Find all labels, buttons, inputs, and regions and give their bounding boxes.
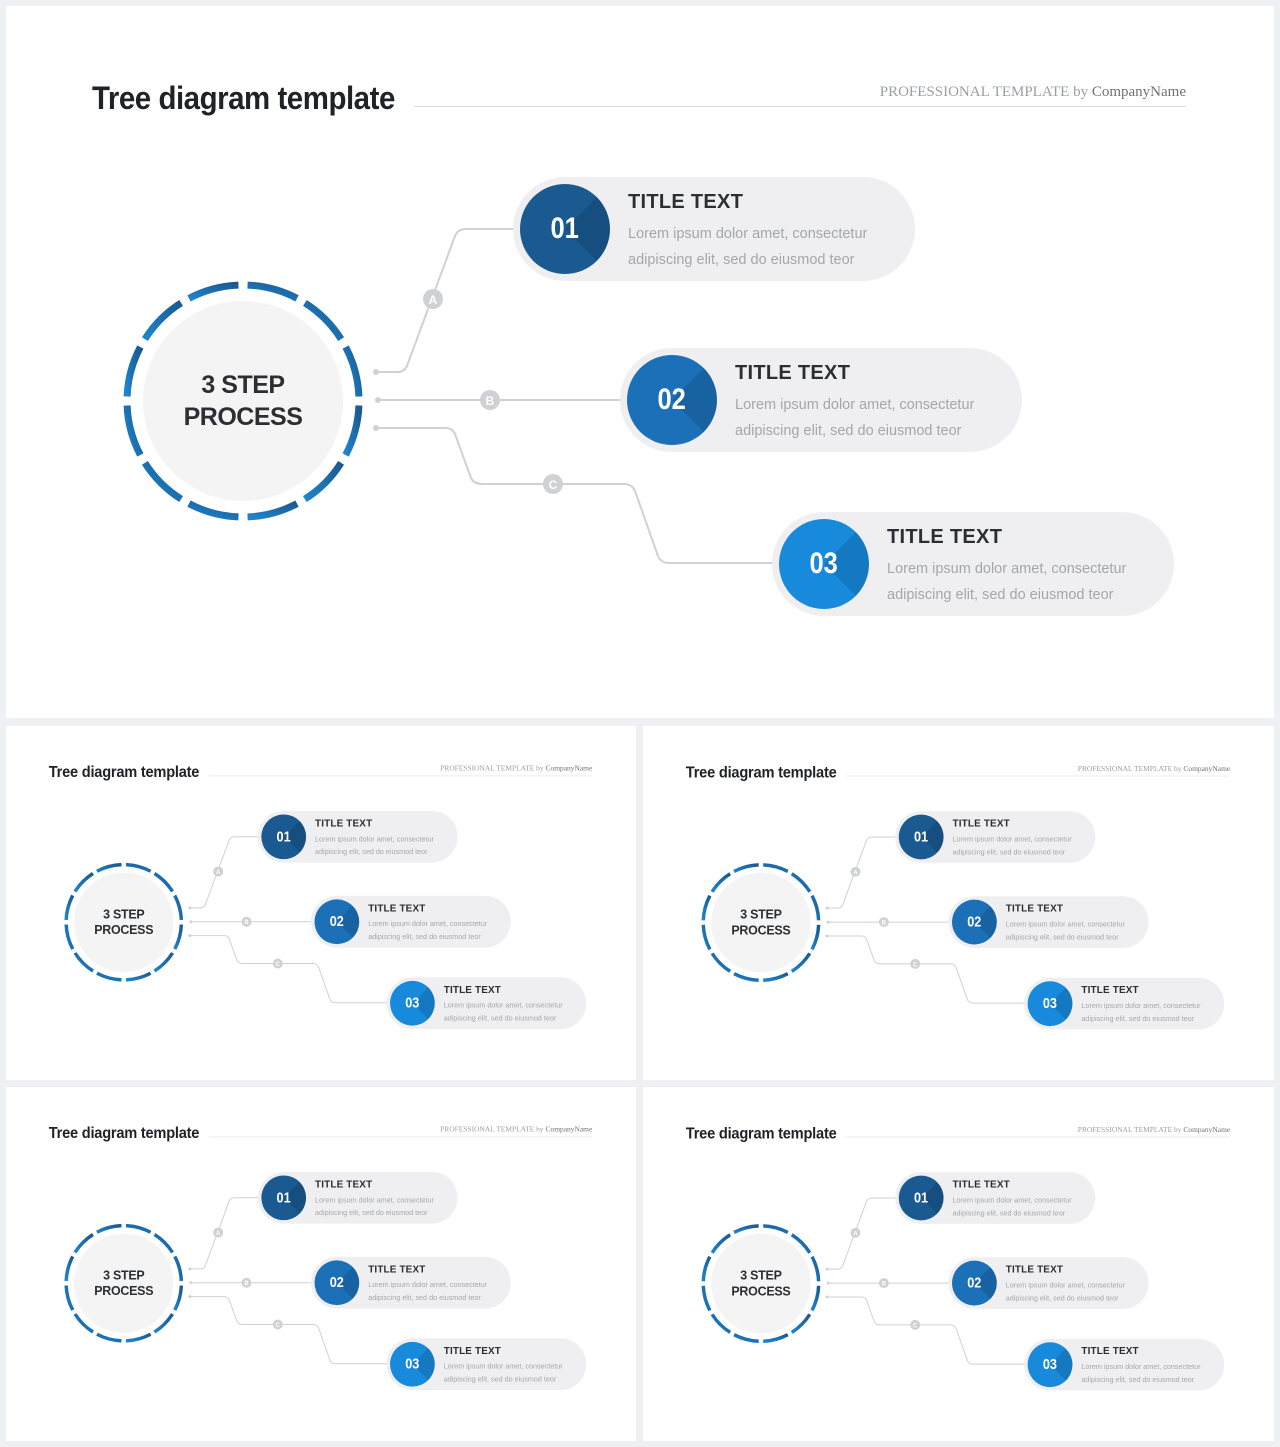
step-title-1: TITLE TEXT [628,191,744,213]
step-desc-1: Lorem ipsum dolor amet, consectetur adipiscing elit, sed do eiusmod teor [628,226,868,268]
step-title-2: TITLE TEXT [368,902,426,914]
step-number-2: 02 [329,1274,344,1291]
step-title-3: TITLE TEXT [887,526,1003,548]
ring-segment [812,1286,819,1311]
ring-segment [127,406,140,455]
hub-line-1: 3 STEP [740,907,782,922]
ring-segment [189,504,238,517]
branch-node-c-label: C [275,961,280,968]
hub-line-2: PROCESS [183,403,303,431]
process-hub [711,1234,811,1334]
step-badge-2 [315,899,360,944]
step-number-1: 01 [914,1189,929,1206]
brand-prefix: PROFESSIONAL TEMPLATE by [440,1125,544,1134]
step-number-2: 02 [657,383,687,416]
branch-node-b [879,1278,889,1288]
slide-thumb-3 [6,1087,636,1441]
step-title-3: TITLE TEXT [443,1345,501,1357]
ring-segment [126,865,151,872]
step-desc-2: Lorem ipsum dolor amet, consectetur adipiscing elit, sed do eiusmod teor [1005,920,1125,942]
connector-a [376,229,518,372]
branch-node-b-label: B [244,1281,249,1288]
step-desc-2: Lorem ipsum dolor amet, consectetur adipiscing elit, sed do eiusmod teor [368,920,488,942]
branch-node-a [851,867,861,877]
ring-segment [812,896,819,921]
connector-a [190,1198,261,1269]
step-badge-3 [1028,981,1073,1026]
step-badge-1 [899,1176,944,1221]
step-badge-2 [952,1261,997,1306]
branch-node-c-label: C [913,962,918,969]
step-desc-1: Lorem ipsum dolor amet, consectetur adipiscing elit, sed do eiusmod teor [952,835,1072,857]
step-card-2 [949,896,1149,948]
brand-name: CompanyName [1091,84,1186,100]
branch-node-a-label: A [215,870,221,877]
step-number-3: 03 [405,1355,420,1373]
ring-segment [175,925,182,950]
slide-title: Tree diagram template [48,1123,200,1142]
ring-segment [175,1256,182,1281]
step-badge-1 [899,815,944,860]
branch-node-c-label: C [913,1323,918,1330]
ring-segment [97,1334,122,1341]
branch-node-a-label: A [215,1231,221,1238]
ring-segment [248,504,297,517]
branch-node-a [213,867,223,877]
slide-thumb-2 [643,726,1274,1080]
ring-segment [763,1226,788,1233]
connector-a [827,1198,898,1269]
ring-segment [97,1226,122,1233]
process-hub [143,301,343,501]
step-badge-3 [779,519,869,609]
step-card-2 [311,896,511,948]
ring-segment [248,285,297,298]
step-card-2 [620,348,1022,452]
ring-segment [126,1334,151,1341]
brand-name: CompanyName [545,764,593,773]
step-badge-2 [952,900,997,945]
brand-name: CompanyName [1183,764,1231,773]
step-desc-3: Lorem ipsum dolor amet, consectetur adipiscing elit, sed do eiusmod teor [443,1001,563,1023]
hub-line-2: PROCESS [731,923,791,938]
ring-segment [734,1226,759,1233]
branch-node-b-label: B [881,1281,887,1288]
step-number-2: 02 [967,1274,982,1292]
branch-node-b [242,1278,252,1288]
branch-node-b [242,917,252,927]
slide-content [6,1087,636,1441]
ring-segment [66,925,73,950]
slide-title: Tree diagram template [685,762,837,781]
step-title-3: TITLE TEXT [1081,1345,1139,1357]
step-card-3 [387,977,587,1029]
branch-node-c [910,959,920,969]
ring-segment [763,1335,788,1342]
ring-segment [346,347,359,396]
step-desc-3: Lorem ipsum dolor amet, consectetur adipiscing elit, sed do eiusmod teor [887,561,1127,603]
step-badge-2 [315,1260,360,1305]
branch-node-a [213,1228,223,1238]
ring-segment [97,865,122,872]
slide-content [643,1087,1274,1441]
step-title-3: TITLE TEXT [443,984,501,996]
step-number-1: 01 [914,828,929,845]
ring-segment [703,896,710,921]
step-title-2: TITLE TEXT [735,362,851,384]
step-desc-1: Lorem ipsum dolor amet, consectetur adipiscing elit, sed do eiusmod teor [315,1196,434,1218]
step-card-1 [895,811,1095,863]
branch-node-c-label: C [548,478,558,492]
ring-segment [763,974,788,981]
step-desc-3: Lorem ipsum dolor amet, consectetur adipiscing elit, sed do eiusmod teor [1081,1363,1201,1385]
connector-a [827,837,898,908]
step-badge-3 [390,1342,435,1387]
hub-line-2: PROCESS [94,1284,154,1299]
step-number-2: 02 [329,913,344,930]
branch-node-b [879,917,889,927]
step-badge-1 [261,814,306,859]
step-desc-3: Lorem ipsum dolor amet, consectetur adipiscing elit, sed do eiusmod teor [1081,1002,1201,1024]
slide-title: Tree diagram template [48,762,200,781]
slide-title: Tree diagram template [92,80,395,116]
step-title-2: TITLE TEXT [368,1263,426,1275]
branch-node-c [910,1320,920,1330]
step-card-1 [895,1172,1095,1224]
branch-node-a-label: A [853,870,858,877]
step-card-2 [949,1257,1149,1309]
slide-main [6,6,1274,718]
step-card-1 [513,177,915,281]
process-hub [74,873,173,972]
step-desc-1: Lorem ipsum dolor amet, consectetur adipiscing elit, sed do eiusmod teor [315,835,434,857]
step-badge-1 [520,184,610,274]
branch-node-b-label: B [881,920,887,927]
hub-line-2: PROCESS [731,1284,791,1299]
slide-content [6,726,636,1080]
ring-segment [703,1257,710,1282]
step-card-2 [311,1257,511,1309]
step-number-3: 03 [809,547,839,580]
brand-prefix: PROFESSIONAL TEMPLATE by [440,764,544,773]
step-card-1 [258,1172,458,1224]
ring-segment [703,1286,710,1311]
branch-node-c [543,474,563,494]
step-title-1: TITLE TEXT [952,1179,1010,1191]
branch-node-b [480,390,500,410]
step-title-1: TITLE TEXT [315,1178,373,1190]
branch-node-a-label: A [428,293,438,307]
connector-a [190,837,261,908]
branch-node-a-label: A [853,1231,858,1238]
step-desc-3: Lorem ipsum dolor amet, consectetur adipiscing elit, sed do eiusmod teor [443,1362,563,1384]
slide-content [6,6,1274,718]
ring-segment [127,347,140,396]
slide-thumb-1 [6,726,636,1080]
brand-name: CompanyName [545,1125,593,1134]
branch-node-b-label: B [485,394,495,408]
brand-prefix: PROFESSIONAL TEMPLATE by [879,84,1089,100]
branch-node-b-label: B [244,920,249,927]
step-badge-1 [261,1175,306,1220]
ring-segment [66,1256,73,1281]
step-number-2: 02 [967,913,982,931]
hub-line-1: 3 STEP [103,1268,145,1283]
step-badge-3 [390,981,435,1026]
step-number-1: 01 [276,828,291,845]
step-title-1: TITLE TEXT [952,818,1010,830]
step-card-3 [772,512,1174,616]
hub-line-1: 3 STEP [103,907,145,922]
step-card-3 [387,1338,587,1390]
ring-segment [189,285,238,298]
step-desc-1: Lorem ipsum dolor amet, consectetur adipiscing elit, sed do eiusmod teor [952,1196,1072,1218]
step-badge-2 [627,355,717,445]
ring-segment [346,406,359,455]
slide-content [643,726,1274,1080]
step-card-3 [1024,978,1224,1030]
step-number-1: 01 [276,1189,291,1206]
step-card-1 [258,811,458,863]
branch-node-a [851,1228,861,1238]
hub-line-1: 3 STEP [201,371,285,399]
brand-name: CompanyName [1183,1125,1231,1134]
step-number-3: 03 [1043,1356,1058,1373]
ring-segment [763,865,788,872]
ring-segment [97,973,122,980]
step-desc-2: Lorem ipsum dolor amet, consectetur adipiscing elit, sed do eiusmod teor [1005,1281,1125,1303]
ring-segment [66,1286,73,1311]
slide-title: Tree diagram template [685,1123,837,1142]
hub-line-1: 3 STEP [740,1268,782,1283]
ring-segment [703,925,710,950]
ring-segment [812,925,819,950]
step-desc-2: Lorem ipsum dolor amet, consectetur adipiscing elit, sed do eiusmod teor [735,397,975,439]
ring-segment [734,1335,759,1342]
ring-segment [734,865,759,872]
step-title-1: TITLE TEXT [315,817,373,829]
step-card-3 [1024,1339,1224,1391]
slide-thumb-4 [643,1087,1274,1441]
step-title-3: TITLE TEXT [1081,984,1139,996]
ring-segment [126,973,151,980]
step-title-2: TITLE TEXT [1005,903,1064,915]
process-hub [74,1234,173,1333]
ring-segment [175,895,182,920]
step-number-3: 03 [1043,995,1058,1012]
process-hub [711,873,811,973]
step-badge-3 [1028,1342,1073,1387]
ring-segment [66,895,73,920]
branch-node-c-label: C [275,1322,280,1329]
ring-segment [175,1286,182,1311]
branch-node-a [423,289,443,309]
brand-prefix: PROFESSIONAL TEMPLATE by [1077,1125,1182,1134]
step-number-3: 03 [405,994,420,1012]
brand-prefix: PROFESSIONAL TEMPLATE by [1077,764,1182,773]
ring-segment [734,974,759,981]
branch-node-c [273,959,283,969]
branch-node-c [273,1320,283,1330]
hub-line-2: PROCESS [94,923,154,938]
ring-segment [812,1257,819,1282]
step-number-1: 01 [550,212,580,245]
ring-segment [126,1226,151,1233]
step-title-2: TITLE TEXT [1005,1264,1064,1276]
step-desc-2: Lorem ipsum dolor amet, consectetur adipiscing elit, sed do eiusmod teor [368,1281,488,1303]
